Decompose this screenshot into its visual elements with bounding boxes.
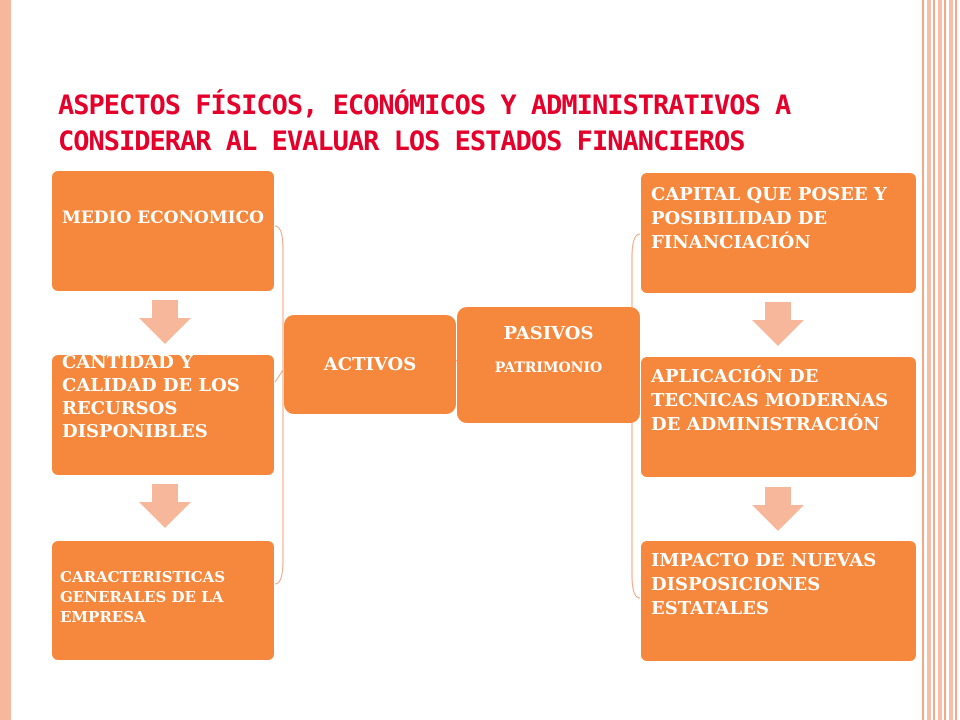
box-cantidad-calidad: [52, 355, 274, 475]
box-caracteristicas: [52, 541, 274, 660]
pasivos-patrimonio-node: [457, 307, 640, 423]
pasivos-label: PASIVOS: [503, 323, 594, 344]
down-arrow-icon: [752, 302, 804, 346]
activos-node: [284, 315, 456, 414]
activos-label: ACTIVOS: [323, 354, 417, 375]
slide-title: ASPECTOS FÍSICOS, ECONÓMICOS Y ADMINISTRATIVOS A CONSIDERAR AL EVALUAR LOS ESTADOS FINANCIEROS: [58, 90, 791, 157]
box-capital-label: CAPITAL QUE POSEE Y POSIBILIDAD DE FINANCIACIÓN: [651, 184, 887, 253]
box-medio-economico-label: MEDIO ECONOMICO: [62, 208, 264, 228]
box-impacto: [641, 541, 916, 661]
down-arrow-icon: [139, 484, 191, 528]
box-capital: [641, 173, 916, 293]
patrimonio-label: PATRIMONIO: [494, 360, 603, 376]
box-impacto-label: IMPACTO DE NUEVAS DISPOSICIONES ESTATALES: [651, 550, 877, 619]
box-medio-economico: [52, 171, 274, 291]
box-caracteristicas-label: CARACTERISTICAS GENERALES DE LA EMPRESA: [60, 568, 226, 626]
left-bracket-mid: [275, 370, 283, 382]
box-aplicacion: [641, 357, 916, 477]
box-cantidad-calidad-label: CANTIDAD Y CALIDAD DE LOS RECURSOS DISPONIBLES: [62, 355, 240, 442]
down-arrow-icon: [139, 300, 191, 344]
left-bracket: [275, 226, 283, 584]
down-arrow-icon: [752, 487, 804, 531]
box-aplicacion-label: APLICACIÓN DE TECNICAS MODERNAS DE ADMINISTRACIÓN: [651, 366, 889, 435]
